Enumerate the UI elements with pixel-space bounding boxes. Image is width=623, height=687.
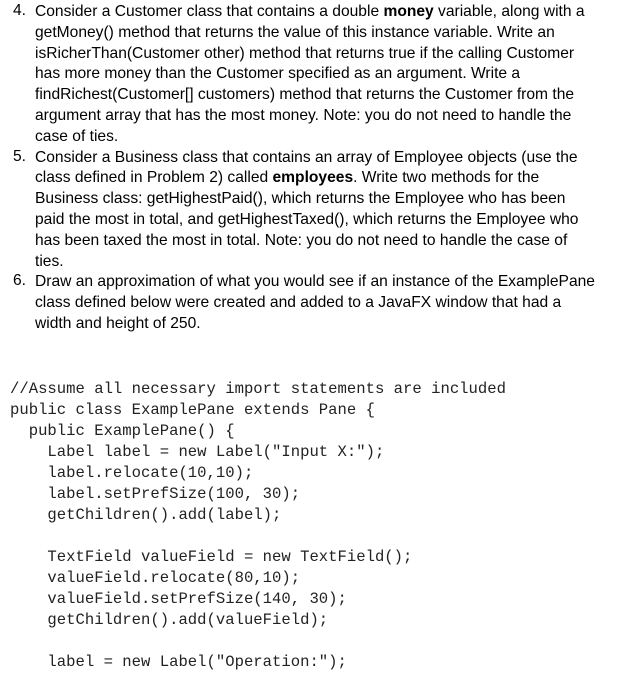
code-line: label = new Label("Operation:"); [10,653,347,671]
code-line: label.setPrefSize(100, 30); [10,485,301,503]
code-line: //Assume all necessary import statements are included [10,380,506,398]
text-segment: Consider a Customer class that contains a double [35,3,384,20]
problem-number: 6. [13,272,27,290]
text-segment: class defined in Problem 2) called [35,169,273,187]
problem-list [0,2,623,335]
code-line: getChildren().add(label); [10,506,282,524]
text-segment: has been taxed the most in total. Note: you do not need to handle the case of [35,231,568,249]
problem-text-line [35,189,623,210]
text-segment: getMoney() method that returns the value of this instance variable. Write an [35,23,555,41]
problem-text-line [35,44,623,65]
problem-text-line [35,127,623,148]
problem-text-line [35,64,623,85]
problem-text-line [35,210,623,231]
problem-text-line [35,85,623,106]
text-segment: Business class: getHighestPaid(), which returns the Employee who has been [35,190,566,208]
text-segment: isRicherThan(Customer other) method that returns true if the calling Customer [35,44,575,62]
problem-number: 5. [13,147,27,165]
bold-term: employees [272,169,354,187]
code-line: label.relocate(10,10); [10,464,254,482]
code-line: valueField.setPrefSize(140, 30); [10,590,347,608]
problem-text-line [35,23,623,44]
problem-item [0,148,623,273]
code-line: public ExamplePane() { [10,422,235,440]
problem-text-line [35,106,623,127]
text-segment: case of ties. [35,127,119,145]
problem-number: 4. [13,2,27,19]
text-segment: findRichest(Customer[] customers) method that returns the Customer from the [35,86,575,104]
code-line: public class ExamplePane extends Pane { [10,401,375,419]
bold-term: money [383,3,434,20]
text-segment: paid the most in total, and getHighestTaxed(), which returns the Employee who [35,210,579,228]
text-segment: ties. [35,252,64,270]
text-segment: . Write two methods for the [353,169,540,187]
text-segment: has more money than the Customer specified as an argument. Write a [35,65,521,83]
problem-text-line [35,314,623,335]
problem-item [0,2,623,148]
code-line: valueField.relocate(80,10); [10,569,301,587]
text-segment: Consider a Business class that contains an array of Employee objects (use the [35,148,578,166]
code-line: Label label = new Label("Input X:"); [10,443,385,461]
code-listing [10,379,506,673]
code-line [10,631,506,652]
code-line [10,526,506,547]
problem-text-line [35,231,623,252]
text-segment: argument array that has the most money. Note: you do not need to handle the [35,106,572,124]
problem-text-line [35,272,623,293]
problem-text-line [35,148,623,169]
text-segment: class defined below were created and added to a JavaFX window that had a [35,294,562,312]
problem-item [0,272,623,334]
problem-text-line [35,252,623,273]
code-line: TextField valueField = new TextField(); [10,548,413,566]
text-segment: Draw an approximation of what you would see if an instance of the ExamplePane [35,273,595,291]
problem-text-line [35,2,623,23]
problem-text-line [35,293,623,314]
text-segment: variable, along with a [433,3,585,20]
text-segment: width and height of 250. [35,314,201,332]
code-line: getChildren().add(valueField); [10,611,329,629]
problem-text-line [35,168,623,189]
